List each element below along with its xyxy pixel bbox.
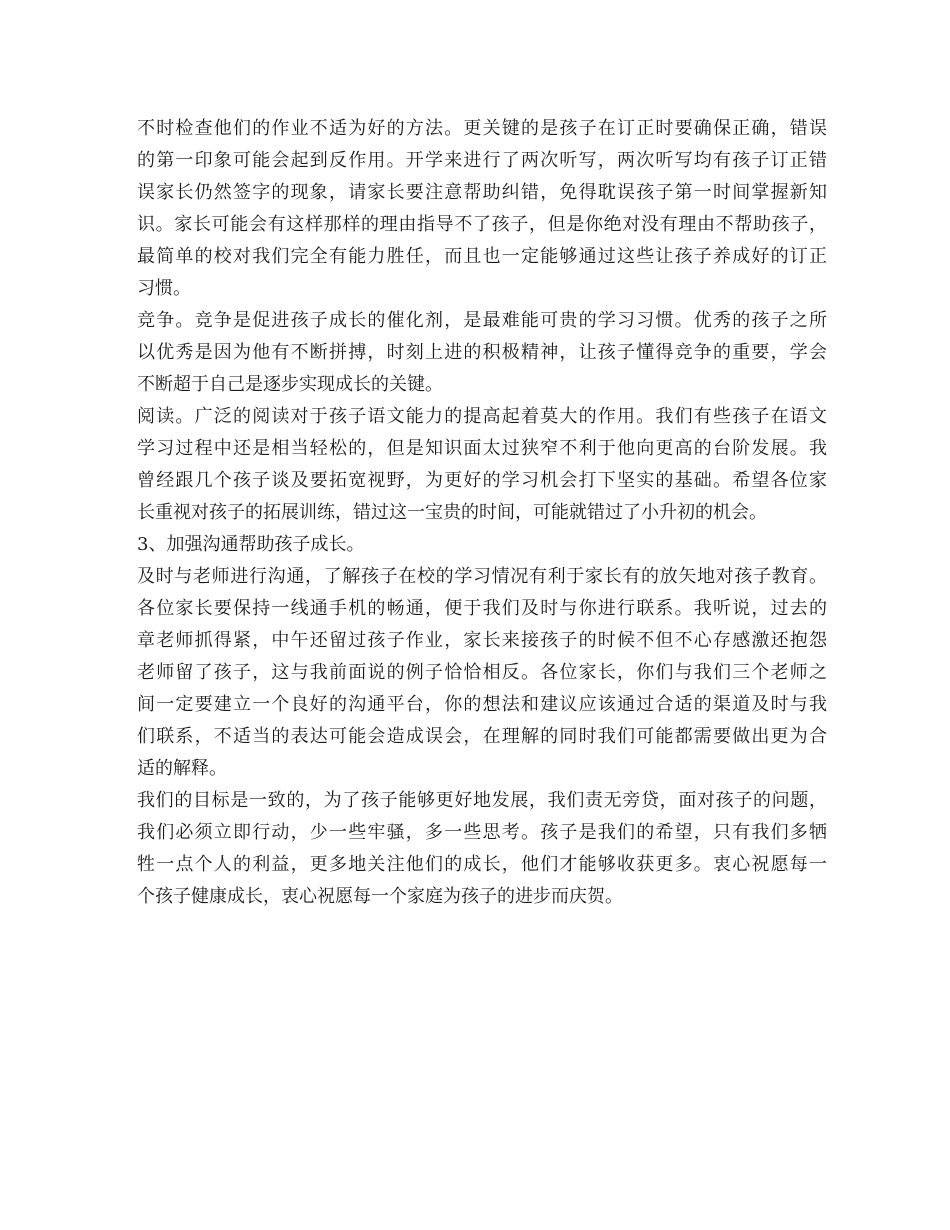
text-line: 最简单的校对我们完全有能力胜任，而且也一定能够通过这些让孩子养成好的订正 xyxy=(137,246,827,267)
text-line: 以优秀是因为他有不断拼搏，时刻上进的积极精神，让孩子懂得竞争的重要，学会 xyxy=(137,342,827,363)
text-line: 老师留了孩子，这与我前面说的例子恰恰相反。各位家长，你们与我们三个老师之 xyxy=(137,662,827,683)
text-line: 适的解释。 xyxy=(137,758,227,779)
text-line: 我们的目标是一致的，为了孩子能够更好地发展，我们责无旁贷，面对孩子的问题， xyxy=(137,790,827,811)
text-line: 牲一点个人的利益，更多地关注他们的成长，他们才能够收获更多。衷心祝愿每一 xyxy=(137,854,827,875)
text-line: 曾经跟几个孩子谈及要拓宽视野，为更好的学习机会打下坚实的基础。希望各位家 xyxy=(137,470,827,491)
section-heading: 3、加强沟通帮助孩子成长。 xyxy=(137,534,365,555)
text-line: 个孩子健康成长，衷心祝愿每一个家庭为孩子的进步而庆贺。 xyxy=(137,886,623,907)
text-line: 章老师抓得紧，中午还留过孩子作业，家长来接孩子的时候不但不心存感激还抱怨 xyxy=(137,630,827,651)
text-line: 竞争。竞争是促进孩子成长的催化剂，是最难能可贵的学习习惯。优秀的孩子之所 xyxy=(137,310,827,331)
text-line: 我们必须立即行动，少一些牢骚，多一些思考。孩子是我们的希望，只有我们多牺 xyxy=(137,822,827,843)
text-line: 识。家长可能会有这样那样的理由指导不了孩子，但是你绝对没有理由不帮助孩子， xyxy=(137,214,827,235)
text-line: 误家长仍然签字的现象，请家长要注意帮助纠错，免得耽误孩子第一时间掌握新知 xyxy=(137,182,827,203)
text-line: 的第一印象可能会起到反作用。开学来进行了两次听写，两次听写均有孩子订正错 xyxy=(137,150,827,171)
text-line: 习惯。 xyxy=(137,278,191,299)
text-line: 不时检查他们的作业不适为好的方法。更关键的是孩子在订正时要确保正确，错误 xyxy=(137,118,827,139)
text-line: 阅读。广泛的阅读对于孩子语文能力的提高起着莫大的作用。我们有些孩子在语文 xyxy=(137,406,827,427)
text-line: 学习过程中还是相当轻松的，但是知识面太过狭窄不利于他向更高的台阶发展。我 xyxy=(137,438,827,459)
text-line: 间一定要建立一个良好的沟通平台，你的想法和建议应该通过合适的渠道及时与我 xyxy=(137,694,827,715)
text-line: 不断超于自己是逐步实现成长的关键。 xyxy=(137,374,443,395)
document-body xyxy=(137,113,827,913)
text-line: 长重视对孩子的拓展训练，错过这一宝贵的时间，可能就错过了小升初的机会。 xyxy=(137,502,767,523)
text-line: 各位家长要保持一线通手机的畅通，便于我们及时与你进行联系。我听说，过去的 xyxy=(137,598,827,619)
text-line: 们联系，不适当的表达可能会造成误会，在理解的同时我们可能都需要做出更为合 xyxy=(137,726,827,747)
text-line: 及时与老师进行沟通，了解孩子在校的学习情况有利于家长有的放矢地对孩子教育。 xyxy=(137,566,827,587)
